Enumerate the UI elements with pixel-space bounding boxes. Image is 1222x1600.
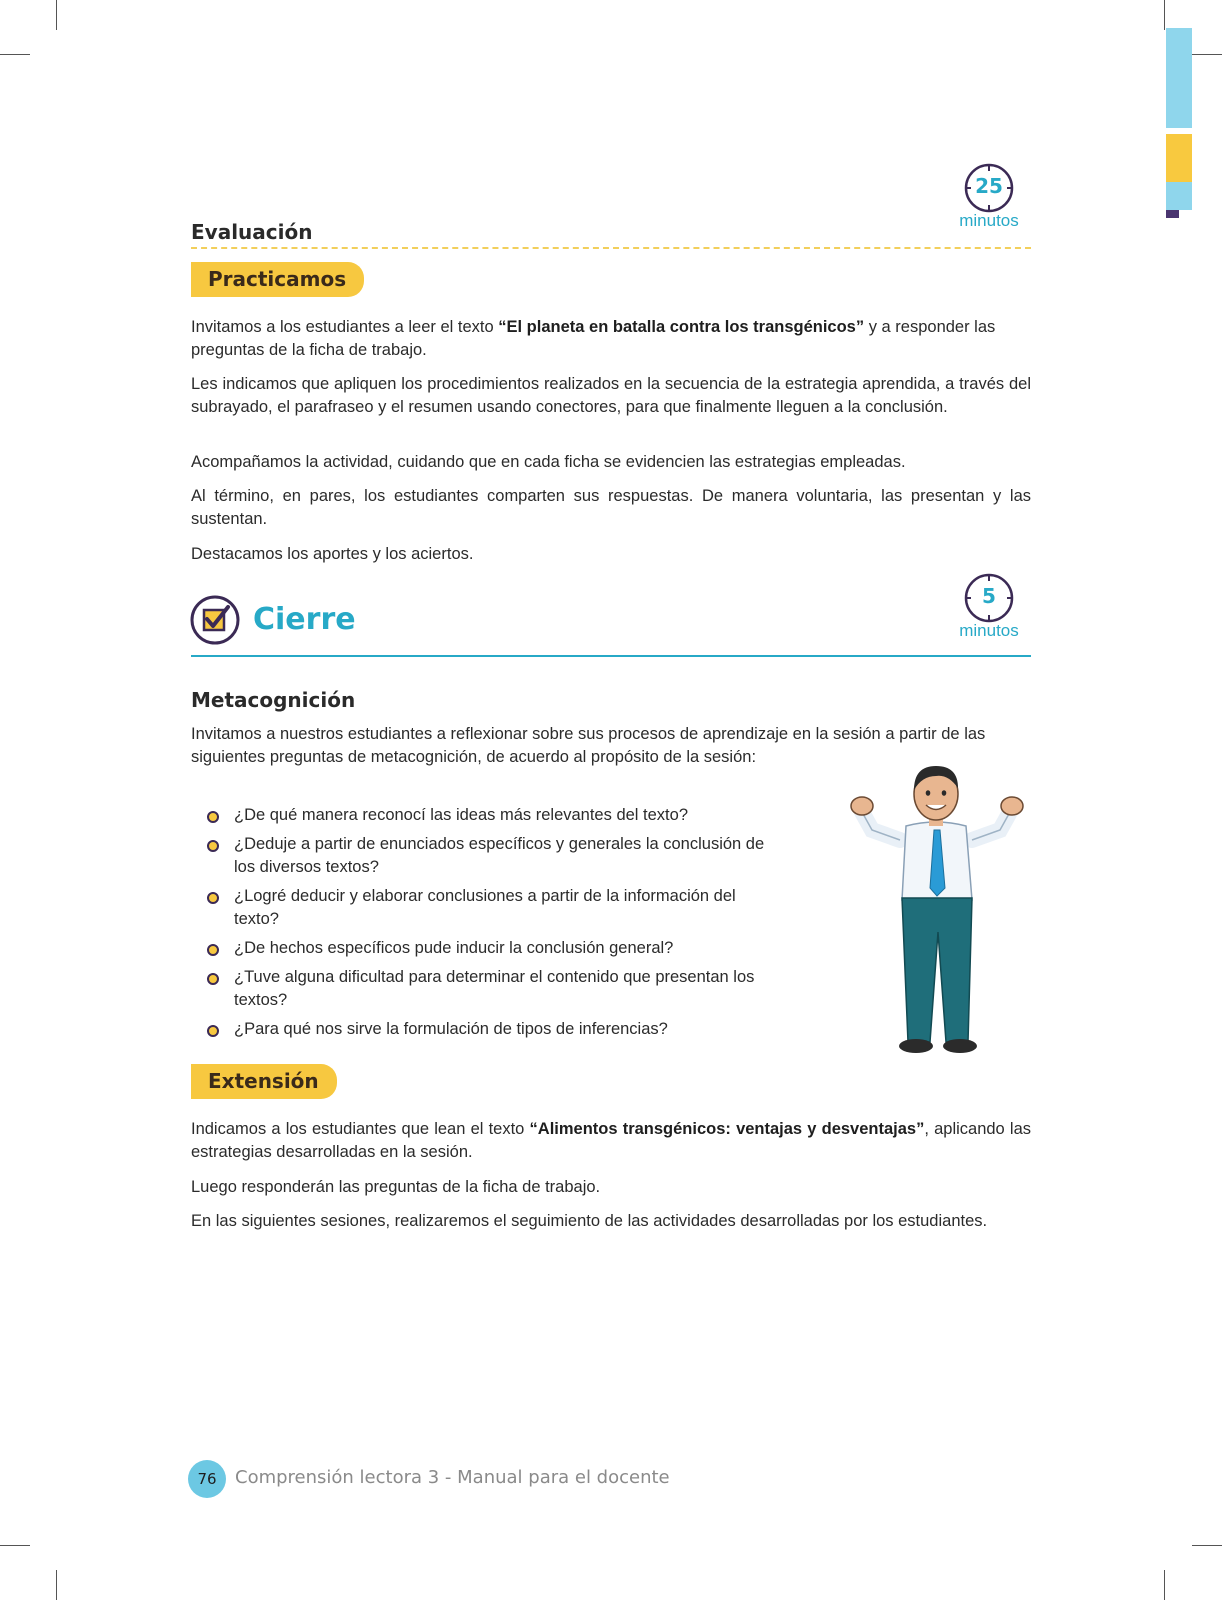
side-tab-purple (1166, 210, 1179, 218)
bullet-icon (207, 1025, 219, 1037)
text-title: “Alimentos transgénicos: ventajas y desventajas” (529, 1120, 925, 1138)
bullet-icon (207, 973, 219, 985)
list-item: ¿Logré deducir y elaborar conclusiones a partir de la información del texto? (203, 885, 783, 931)
timer-value: 5 (982, 584, 996, 608)
footer-title: Comprensión lectora 3 - Manual para el docente (235, 1467, 670, 1488)
crop-mark (0, 1545, 30, 1546)
side-tab-yellow (1166, 134, 1192, 182)
list-item: ¿Para qué nos sirve la formulación de tipos de inferencias? (203, 1018, 783, 1041)
bullet-icon (207, 944, 219, 956)
bullet-icon (207, 840, 219, 852)
paragraph: Les indicamos que apliquen los procedimientos realizados en la secuencia de la estrategia aprendida, a través del subrayado, el parafraseo y el resumen usando conectores, para que finalmente lleguen a la conclusión. (191, 375, 1031, 416)
crop-mark (1164, 1570, 1165, 1600)
paragraph: En las siguientes sesiones, realizaremos el seguimiento de las actividades desarrolladas por los estudiantes. (191, 1212, 988, 1230)
metacognicion-intro: Invitamos a nuestros estudiantes a reflexionar sobre sus procesos de aprendizaje en la sesión a partir de las siguientes preguntas de metacognición, de acuerdo al propósito de la sesión: (191, 725, 986, 766)
timer-value: 25 (975, 174, 1003, 198)
side-tab-blue-2 (1166, 182, 1192, 210)
timer-cierre (949, 572, 1029, 641)
paragraph: Al término, en pares, los estudiantes comparten sus respuestas. De manera voluntaria, las presentan y las sustentan. (191, 487, 1031, 528)
crop-mark (0, 54, 30, 55)
cierre-title: Cierre (253, 602, 356, 637)
cierre-divider (191, 655, 1031, 657)
timer-label: minutos (959, 621, 1019, 640)
side-tab-blue (1166, 28, 1192, 128)
crop-mark (1164, 0, 1165, 30)
text-title: “El planeta en batalla contra los transgénicos” (498, 318, 865, 336)
checkbox-icon (190, 595, 240, 645)
list-item: ¿Deduje a partir de enunciados específicos y generales la conclusión de los diversos textos? (203, 833, 783, 879)
practicamos-label: Practicamos (191, 262, 364, 297)
timer-label: minutos (959, 211, 1019, 230)
list-item: ¿Tuve alguna dificultad para determinar el contenido que presentan los textos? (203, 966, 783, 1012)
paragraph: Indicamos a los estudiantes que lean el texto “Alimentos transgénicos: ventajas y desventajas”, aplicando las estrategias desarrolladas en la sesión. (191, 1120, 1031, 1161)
bullet-icon (207, 892, 219, 904)
crop-mark (1192, 1545, 1222, 1546)
paragraph: Invitamos a los estudiantes a leer el texto “El planeta en batalla contra los transgénicos” y a responder las preguntas de la ficha de trabajo. (191, 318, 996, 359)
evaluacion-heading: Evaluación (191, 220, 313, 244)
dashed-divider (191, 247, 1031, 249)
timer-evaluacion (949, 162, 1029, 231)
teacher-illustration (850, 760, 1030, 1070)
paragraph: Acompañamos la actividad, cuidando que en cada ficha se evidencien las estrategias empleadas. (191, 453, 906, 471)
question-list (203, 804, 783, 1047)
crop-mark (56, 1570, 57, 1600)
bullet-icon (207, 811, 219, 823)
extension-label: Extensión (191, 1064, 337, 1099)
metacognicion-heading: Metacognición (191, 688, 356, 712)
paragraph: Luego responderán las preguntas de la ficha de trabajo. (191, 1178, 601, 1196)
paragraph: Destacamos los aportes y los aciertos. (191, 545, 474, 563)
crop-mark (56, 0, 57, 30)
list-item: ¿De hechos específicos pude inducir la conclusión general? (203, 937, 783, 960)
crop-mark (1192, 54, 1222, 55)
page-number: 76 (188, 1460, 226, 1498)
list-item: ¿De qué manera reconocí las ideas más relevantes del texto? (203, 804, 783, 827)
